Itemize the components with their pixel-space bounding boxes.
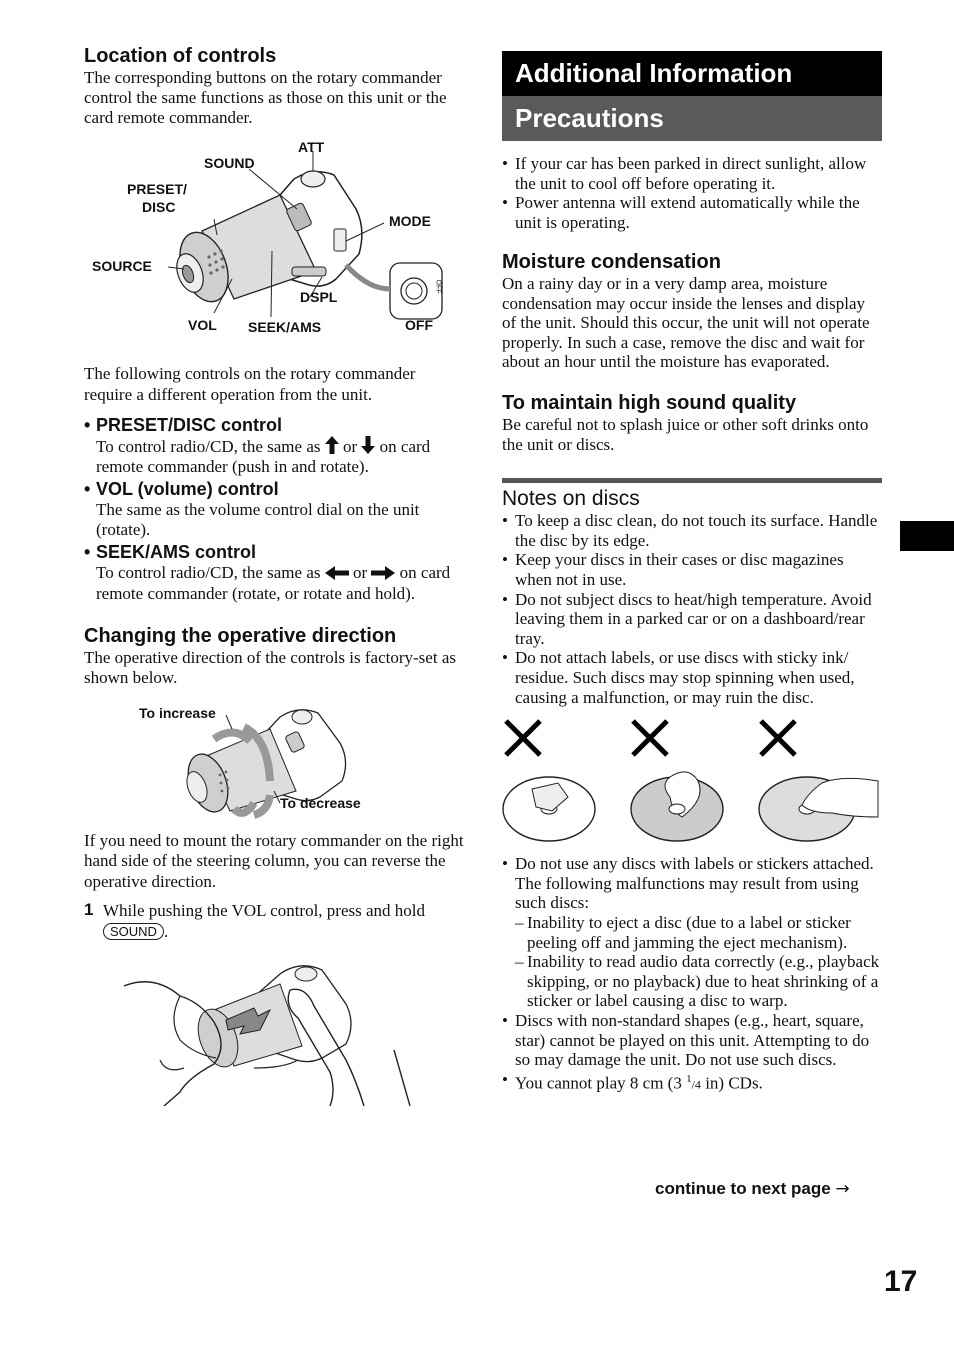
arrow-down-icon bbox=[361, 436, 375, 454]
quality-heading: To maintain high sound quality bbox=[502, 392, 797, 415]
precautions-list bbox=[502, 154, 882, 232]
left-column bbox=[84, 44, 466, 1106]
rotary-commander-diagram bbox=[84, 139, 466, 359]
label-preset-disc-1: PRESET/ bbox=[127, 180, 187, 197]
control-title: PRESET/DISC control bbox=[96, 414, 283, 435]
disc-warning-illustrations bbox=[502, 717, 882, 847]
list-item: • You cannot play 8 cm (3 $^1$/4 in) CDs. bbox=[502, 1069, 763, 1093]
control-preset-disc: • PRESET/DISC control To control radio/CD, the same as or on card remote commander (push in and rotate). bbox=[84, 414, 466, 478]
labels-notes bbox=[502, 854, 882, 1095]
step-1: 1 While pushing the VOL control, press and hold SOUND . bbox=[84, 900, 426, 942]
label-to-decrease: To decrease bbox=[280, 794, 361, 811]
arrow-right-icon: → bbox=[835, 1179, 850, 1199]
arrow-right-icon bbox=[371, 566, 395, 580]
label-vol: VOL bbox=[188, 316, 217, 333]
label-preset-disc-2: DISC bbox=[142, 198, 176, 215]
label-sound: SOUND bbox=[204, 154, 255, 171]
changing-text: The operative direction of the controls is factory-set as shown below. bbox=[84, 648, 456, 688]
section-tab-marker bbox=[900, 521, 954, 551]
list-item: • Power antenna will extend automatically while the unit is operating. bbox=[502, 193, 860, 232]
arrow-left-icon bbox=[325, 566, 349, 580]
list-item: • Discs with non-standard shapes (e.g., heart, square, star) cannot be played on this unit. Attempting to do so may damage the unit. Do not use such discs. bbox=[502, 1010, 870, 1070]
label-source: SOURCE bbox=[92, 257, 152, 274]
sub-item: – Inability to read audio data correctly (e.g., playback skipping, or no playback) due to heat shrinking of a sticker or label causing a disc to warp. bbox=[515, 952, 880, 1011]
sound-key-icon: SOUND bbox=[103, 923, 164, 940]
list-item: • To keep a disc clean, do not touch its surface. Handle the disc by its edge. bbox=[502, 511, 878, 550]
control-title: VOL (volume) control bbox=[96, 478, 279, 499]
hand-pushing-illustration bbox=[84, 950, 466, 1106]
prohibited-x-icon bbox=[506, 721, 795, 755]
control-title: SEEK/AMS control bbox=[96, 541, 257, 562]
disc-notes-list bbox=[502, 511, 882, 707]
list-item: • Do not subject discs to heat/high temperature. Avoid leaving them in a parked car or on a dashboard/rear tray. bbox=[502, 589, 872, 648]
continue-to-next-page[interactable]: continue to next page → bbox=[655, 1179, 850, 1199]
label-off-small: OFF bbox=[434, 279, 442, 294]
quality-text: Be careful not to splash juice or other soft drinks onto the unit or discs. bbox=[502, 415, 869, 454]
label-mode: MODE bbox=[389, 212, 431, 229]
notes-on-discs-section bbox=[502, 478, 882, 511]
location-text: The corresponding buttons on the rotary commander control the same functions as those on this unit or the card remote commander. bbox=[84, 68, 447, 128]
control-seek-ams: • SEEK/AMS control To control radio/CD, the same as or on card remote commander (rotate, or rotate and hold). bbox=[84, 541, 466, 604]
following-text: The following controls on the rotary commander require a different operation from the unit. bbox=[84, 363, 416, 404]
control-vol: • VOL (volume) control The same as the volume control dial on the unit (rotate). bbox=[84, 478, 466, 541]
label-dspl: DSPL bbox=[300, 288, 338, 305]
list-item: • Do not use any discs with labels or stickers attached. The following malfunctions may result from using such discs: – Inability to eject a disc (due to a label or sticker peeling off and jamming the eject mechanism). – Inability to read audio data correctly (e.g., playback skipping, or no playback) due to heat shrinking of a sticker or label causing a disc to warp. bbox=[502, 854, 882, 1011]
label-off: OFF bbox=[405, 316, 433, 333]
label-seek-ams: SEEK/AMS bbox=[248, 318, 322, 335]
step-number: 1 bbox=[84, 900, 94, 920]
arrow-up-icon bbox=[325, 436, 339, 454]
discs-heading: Notes on discs bbox=[502, 487, 640, 511]
banner-precautions: Precautions bbox=[502, 96, 882, 141]
label-att: ATT bbox=[298, 138, 325, 155]
mount-text: If you need to mount the rotary commander on the right hand side of the steering column, you can reverse the operative direction. bbox=[84, 830, 464, 891]
changing-heading: Changing the operative direction bbox=[84, 625, 397, 648]
direction-diagram bbox=[84, 699, 466, 831]
page-number: 17 bbox=[884, 1265, 918, 1298]
moisture-heading: Moisture condensation bbox=[502, 251, 721, 274]
list-item: • If your car has been parked in direct sunlight, allow the unit to cool off before operating it. bbox=[502, 154, 867, 193]
banner-additional-information: Additional Information bbox=[502, 51, 882, 96]
right-column bbox=[502, 51, 882, 1095]
label-to-increase: To increase bbox=[139, 704, 216, 721]
list-item: • Keep your discs in their cases or disc magazines when not in use. bbox=[502, 550, 844, 589]
controls-list bbox=[84, 414, 466, 605]
sub-item: – Inability to eject a disc (due to a label or sticker peeling off and jamming the eject mechanism). bbox=[515, 912, 851, 952]
location-heading: Location of controls bbox=[84, 45, 277, 67]
list-item: • Do not attach labels, or use discs with sticky ink/ residue. Such discs may stop spinning when used, causing a malfunction, or may ruin the disc. bbox=[502, 648, 855, 707]
moisture-text: On a rainy day or in a very damp area, moisture condensation may occur inside the lenses and display of the unit. Should this occur, the unit will not operate properly. In such a case, remove the disc and wait for about an hour until the moisture has evaporated. bbox=[502, 274, 870, 371]
